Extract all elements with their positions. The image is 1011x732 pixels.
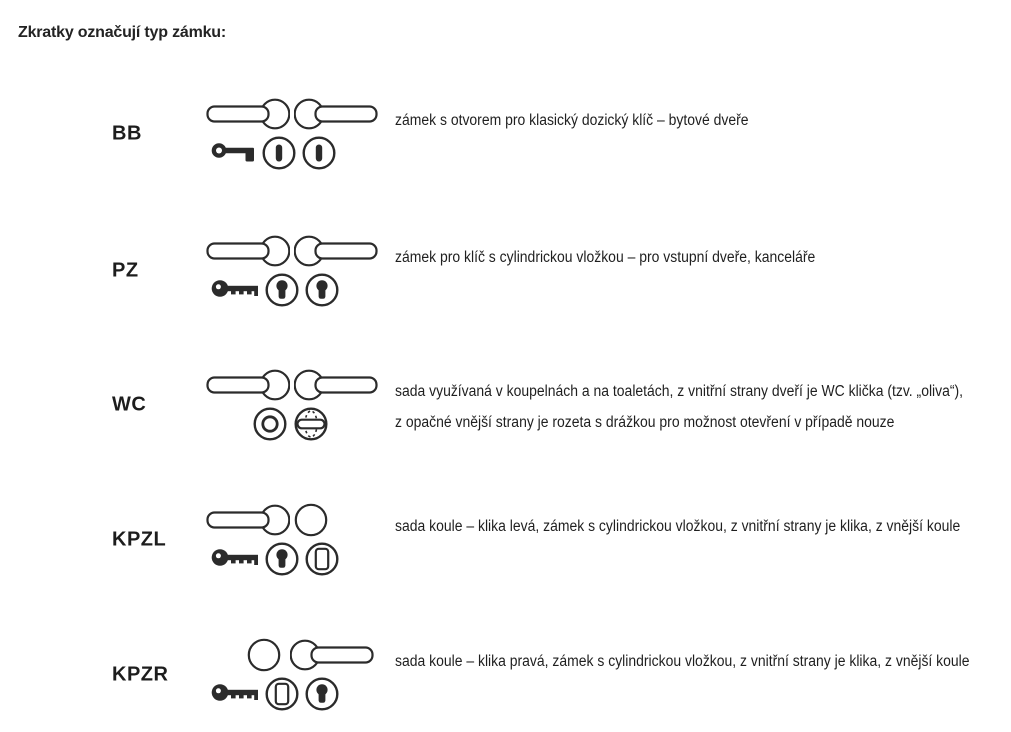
lever-handle-left-icon [206,234,290,268]
lock-type-code: KPZR [112,663,169,686]
description-line: sada koule – klika pravá, zámek s cylindrickou vložkou, z vnitřní strany je klika, z vnější koule [395,653,970,670]
description-line: z opačné vnější strany je rozeta s drážkou pro možnost otevření v případě nouze [395,414,895,431]
lock-type-row [0,637,1011,713]
bb-keyhole-rosette-icon [262,136,296,170]
lock-hardware-diagram [206,233,391,308]
lock-type-row [0,502,1011,578]
blind-rosette-icon [265,677,299,711]
handles-icon-row [206,96,391,132]
key-and-rosettes-icon-row [206,676,391,712]
bb-keyhole-rosette-icon [302,136,336,170]
lever-handle-right-icon [294,234,378,268]
classic-key-icon [211,140,256,166]
pz-keyhole-rosette-icon [265,273,299,307]
lock-type-code: KPZL [112,528,167,551]
lock-type-description [395,646,970,677]
lever-handle-right-icon [294,368,378,402]
handles-icon-row [206,502,391,538]
pz-keyhole-rosette-icon [305,273,339,307]
lock-type-row [0,367,1011,443]
pz-keyhole-rosette-icon [265,542,299,576]
lock-type-description [395,376,963,438]
lock-hardware-diagram [206,96,391,171]
page-title: Zkratky označují typ zámku: [18,24,226,41]
lever-handle-right-icon [294,97,378,131]
lock-type-code: BB [112,122,142,145]
lock-hardware-diagram [206,502,391,577]
pz-keyhole-rosette-icon [305,677,339,711]
lever-handle-left-icon [206,503,290,537]
lock-type-row [0,96,1011,172]
description-line: zámek s otvorem pro klasický dozický klíč – bytové dveře [395,112,749,129]
key-and-rosettes-icon-row [206,406,391,442]
wc-olive-rosette-icon [293,407,329,441]
lock-hardware-diagram [206,367,391,442]
wc-groove-rosette-icon [253,407,287,441]
blind-rosette-icon [305,542,339,576]
cylinder-key-icon [211,546,259,572]
cylinder-key-icon [211,681,259,707]
handles-icon-row [206,233,391,269]
key-and-rosettes-icon-row [206,541,391,577]
lock-type-row [0,233,1011,309]
handles-icon-row [206,367,391,403]
handles-icon-row [206,637,391,673]
knob-icon [294,503,328,537]
lock-type-code: PZ [112,259,139,282]
description-line: zámek pro klíč s cylindrickou vložkou – pro vstupní dveře, kanceláře [395,249,816,266]
description-line: sada koule – klika levá, zámek s cylindrickou vložkou, z vnitřní strany je klika, z vnější koule [395,518,961,535]
lock-type-description [395,511,960,542]
key-and-rosettes-icon-row [206,135,391,171]
lever-handle-left-icon [206,97,290,131]
lock-type-description [395,242,815,273]
lever-handle-right-icon [290,638,374,672]
lock-hardware-diagram [206,637,391,712]
description-line: sada využívaná v koupelnách a na toaletách, z vnitřní strany dveří je WC klička (tzv. „oliva“), [395,383,964,400]
lock-type-description [395,105,749,136]
knob-icon [247,638,281,672]
lock-type-code: WC [112,393,147,416]
cylinder-key-icon [211,277,259,303]
key-and-rosettes-icon-row [206,272,391,308]
lever-handle-left-icon [206,368,290,402]
